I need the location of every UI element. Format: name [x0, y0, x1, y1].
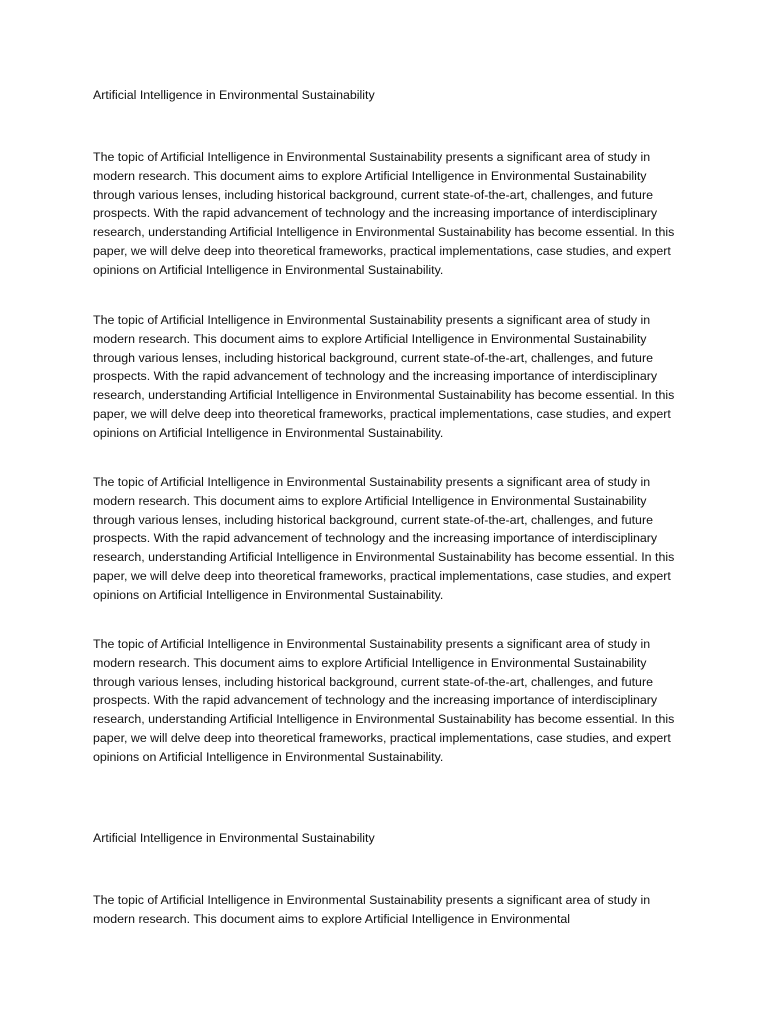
body-paragraph: The topic of Artificial Intelligence in Environmental Sustainability presents a significant area of study in modern research. This document aims to explore Artificial Intelligence in Environmental	[93, 893, 651, 926]
body-paragraph: The topic of Artificial Intelligence in Environmental Sustainability presents a significant area of study in modern research. This document aims to explore Artificial Intelligence in Environmental Sustainability through various lenses, including historical background, current state-of-the-art, challenges, and future prospects. With the rapid advancement of technology and the increasing importance of interdisciplinary research, understanding Artificial Intelligence in Environmental Sustainability has become essential. In this paper, we will delve deep into theoretical frameworks, practical implementations, case studies, and expert opinions on Artificial Intelligence in Environmental Sustainability.	[93, 150, 675, 277]
section-heading: Artificial Intelligence in Environmental Sustainability	[93, 88, 375, 102]
body-paragraph: The topic of Artificial Intelligence in Environmental Sustainability presents a significant area of study in modern research. This document aims to explore Artificial Intelligence in Environmental Sustainability through various lenses, including historical background, current state-of-the-art, challenges, and future prospects. With the rapid advancement of technology and the increasing importance of interdisciplinary research, understanding Artificial Intelligence in Environmental Sustainability has become essential. In this paper, we will delve deep into theoretical frameworks, practical implementations, case studies, and expert opinions on Artificial Intelligence in Environmental Sustainability.	[93, 475, 675, 602]
section-heading: Artificial Intelligence in Environmental Sustainability	[93, 831, 375, 845]
body-paragraph: The topic of Artificial Intelligence in Environmental Sustainability presents a significant area of study in modern research. This document aims to explore Artificial Intelligence in Environmental Sustainability through various lenses, including historical background, current state-of-the-art, challenges, and future prospects. With the rapid advancement of technology and the increasing importance of interdisciplinary research, understanding Artificial Intelligence in Environmental Sustainability has become essential. In this paper, we will delve deep into theoretical frameworks, practical implementations, case studies, and expert opinions on Artificial Intelligence in Environmental Sustainability.	[93, 637, 675, 764]
body-paragraph: The topic of Artificial Intelligence in Environmental Sustainability presents a significant area of study in modern research. This document aims to explore Artificial Intelligence in Environmental Sustainability through various lenses, including historical background, current state-of-the-art, challenges, and future prospects. With the rapid advancement of technology and the increasing importance of interdisciplinary research, understanding Artificial Intelligence in Environmental Sustainability has become essential. In this paper, we will delve deep into theoretical frameworks, practical implementations, case studies, and expert opinions on Artificial Intelligence in Environmental Sustainability.	[93, 313, 675, 440]
